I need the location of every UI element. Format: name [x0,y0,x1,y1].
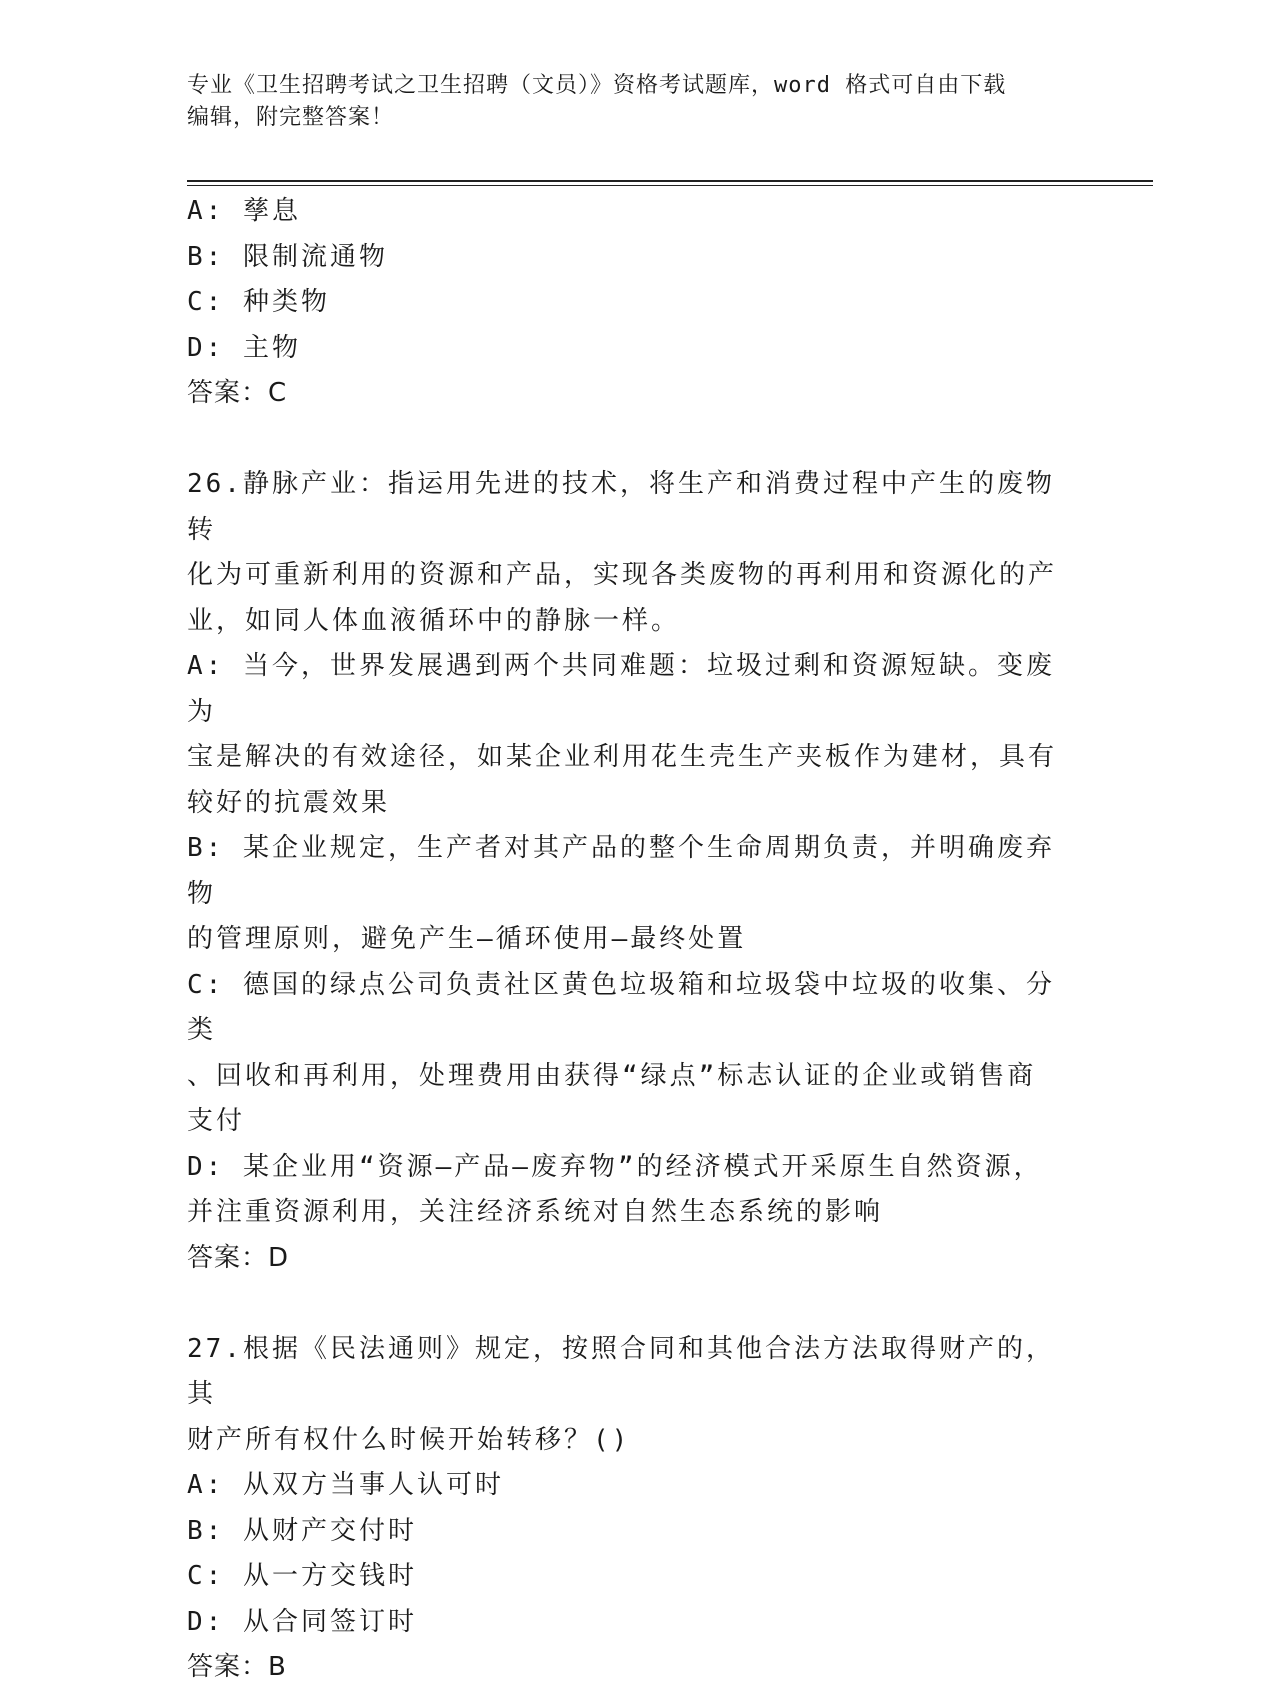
header-line-1: 专业《卫生招聘考试之卫生招聘（文员）》资格考试题库，word 格式可自由下载 [187,73,1007,98]
answer-line: 答案：C [187,378,288,408]
question-stem-line: 27.根据《民法通则》规定，按照合同和其他合法方法取得财产的，其 [187,1333,1055,1409]
option-a-cont: 较好的抗震效果 [187,787,391,818]
header-line-2: 编辑，附完整答案！ [187,105,395,130]
option-d: D: 从合同签订时 [187,1606,417,1637]
question-27 [187,1327,1077,1691]
option-b: B: 从财产交付时 [187,1515,417,1546]
header-divider-thick [187,180,1153,182]
question-25-tail [187,189,1077,417]
question-26 [187,462,1077,1281]
spacer [187,417,1077,463]
spacer [187,1281,1077,1327]
answer-line: 答案：B [187,1652,287,1682]
option-c-cont: 支付 [187,1106,246,1136]
question-stem-line: 化为可重新利用的资源和产品，实现各类废物的再利用和资源化的产 [187,560,1058,590]
option-c-cont: 、回收和再利用，处理费用由获得“绿点”标志认证的企业或销售商 [187,1060,1037,1091]
option-c: C: 种类物 [187,287,330,317]
option-b: B: 某企业规定，生产者对其产品的整个生命周期负责，并明确废弃物 [187,833,1055,909]
option-a: A: 孳息 [187,196,301,226]
option-d: D: 主物 [187,332,301,363]
option-b-cont: 的管理原则，避免产生—循环使用—最终处置 [187,924,747,954]
option-a: A: 从双方当事人认可时 [187,1470,504,1500]
option-a: A: 当今，世界发展遇到两个共同难题：垃圾过剩和资源短缺。变废为 [187,651,1055,727]
answer-line: 答案：D [187,1242,290,1273]
document-header [187,70,1067,134]
header-divider-thin [187,185,1153,186]
question-content [187,189,1077,1691]
question-stem-line: 业，如同人体血液循环中的静脉一样。 [187,605,681,636]
question-stem-line: 财产所有权什么时候开始转移？() [187,1424,631,1455]
option-a-cont: 宝是解决的有效途径，如某企业利用花生壳生产夹板作为建材，具有 [187,742,1058,772]
option-d: D: 某企业用“资源—产品—废弃物”的经济模式开采原生自然资源， [187,1151,1043,1182]
option-c: C: 从一方交钱时 [187,1561,417,1591]
option-b: B: 限制流通物 [187,241,388,272]
option-d-cont: 并注重资源利用，关注经济系统对自然生态系统的影响 [187,1197,884,1227]
question-stem-line: 26.静脉产业：指运用先进的技术，将生产和消费过程中产生的废物转 [187,469,1055,545]
option-c: C: 德国的绿点公司负责社区黄色垃圾箱和垃圾袋中垃圾的收集、分类 [187,969,1055,1045]
